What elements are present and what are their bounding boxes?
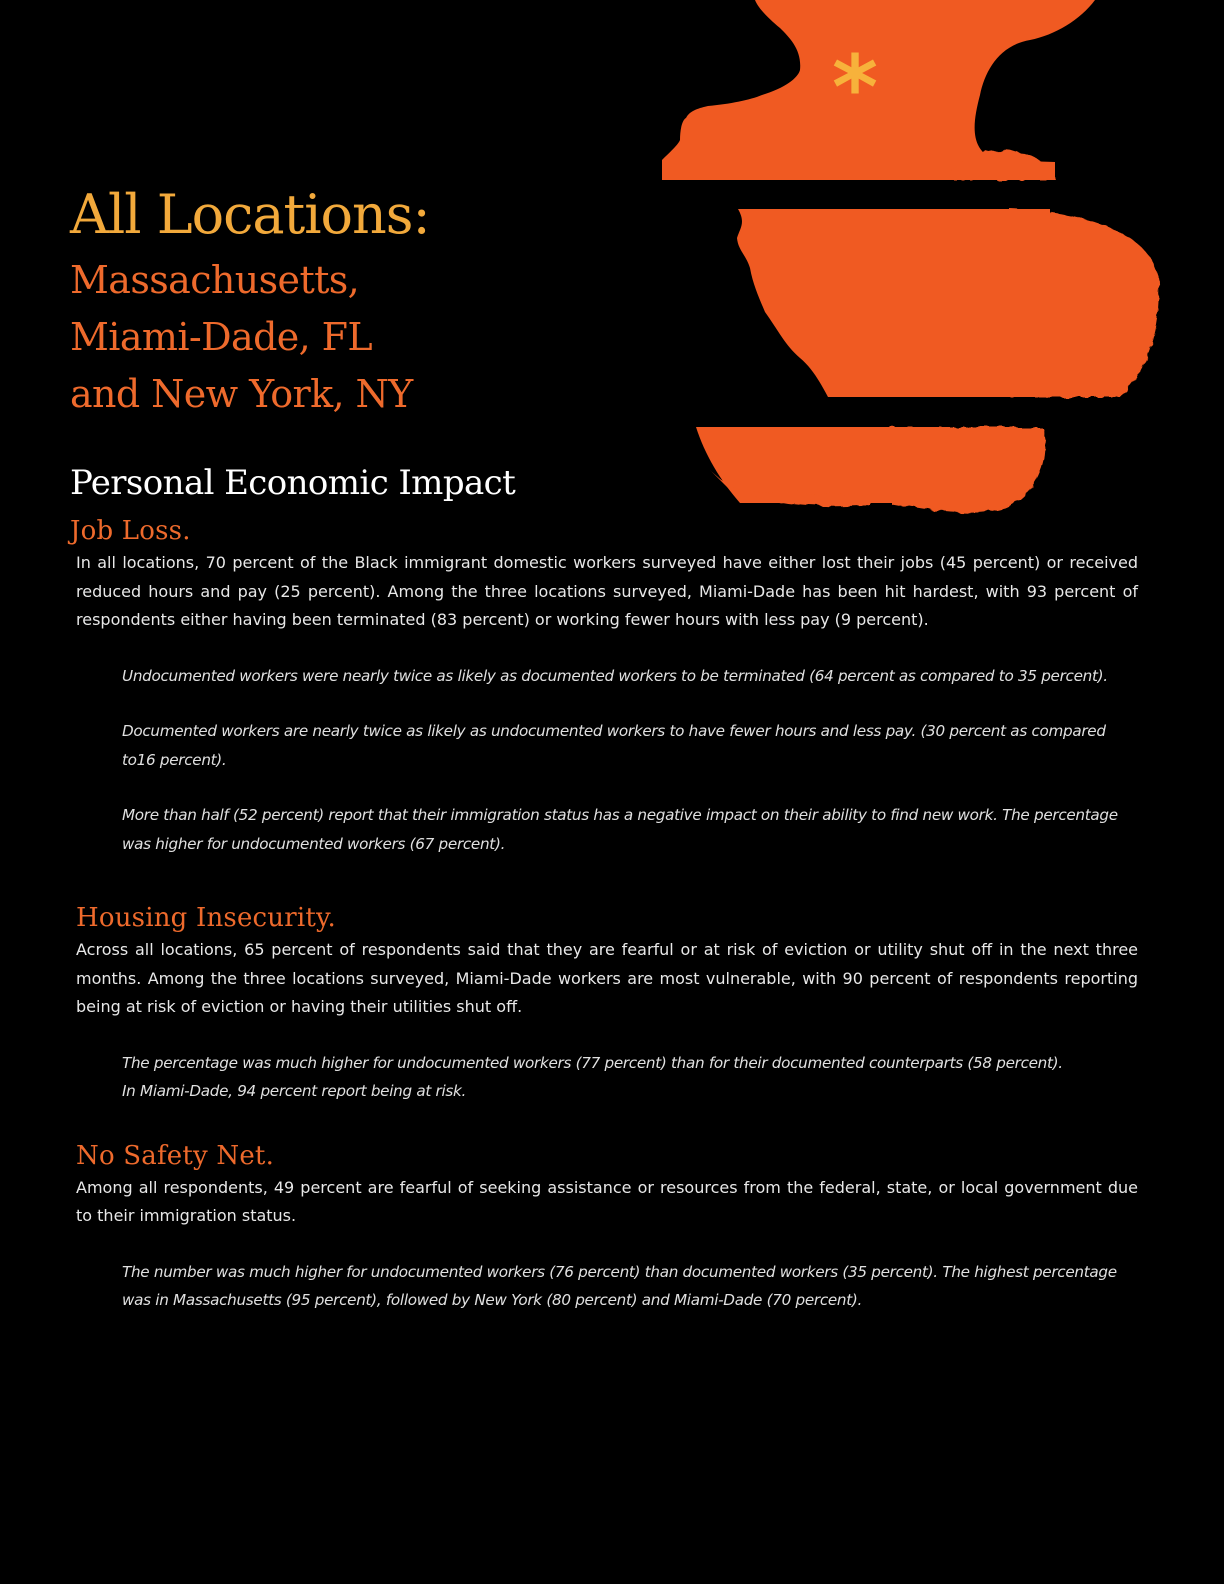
callout-text: Undocumented workers were nearly twice as likely as documented workers to be terminated (64 percent as compared to 35 percent). <box>122 666 1108 685</box>
callout-text: Documented workers are nearly twice as likely as undocumented workers to have fewer hours and less pay. (30 percent as compared to16 percent). <box>122 722 1106 769</box>
section-body: Across all locations, 65 percent of respondents said that they are fearful or at risk of eviction or utility shut off in the next three months. Among the three locations surveyed, Miami-Dade workers are most vulnerable, with 90 percent of respondents reporting being at risk of eviction or having their utilities shut off. <box>76 940 1138 1016</box>
subtitle-line: and New York, NY <box>70 372 413 416</box>
illustration-head-bottom <box>696 427 1045 513</box>
section-no-safety-net <box>76 1138 1138 1315</box>
page-subtitle <box>70 252 413 423</box>
illustration-head-top <box>662 0 1095 180</box>
section-body: In all locations, 70 percent of the Black immigrant domestic workers surveyed have either lost their jobs (45 percent) or received reduced hours and pay (25 percent). Among the three locations surveyed, Miami-Dade has been hit hardest, with 93 percent of respondents either having been terminated (83 percent) or working fewer hours with less pay (9 percent). <box>76 553 1138 629</box>
content-column <box>70 513 1138 1315</box>
section-job-loss <box>70 513 1138 858</box>
section-body: Among all respondents, 49 percent are fearful of seeking assistance or resources from the federal, state, or local government due to their immigration status. <box>76 1177 1138 1225</box>
subtitle-line: Miami-Dade, FL <box>70 315 373 359</box>
callout-text <box>122 1049 1138 1106</box>
head-profile-silhouette-icon <box>650 0 1170 530</box>
callout-line: The percentage was much higher for undocumented workers (77 percent) than for their documented counterparts (58 percent). <box>122 1053 1063 1072</box>
asterisk-icon: * <box>831 36 879 139</box>
callout-line: In Miami-Dade, 94 percent report being at risk. <box>122 1082 467 1100</box>
section-heading: No Safety Net. <box>76 1140 275 1171</box>
section-title: Personal Economic Impact <box>70 463 516 503</box>
section-heading: Housing Insecurity. <box>76 903 336 933</box>
callout-text: The number was much higher for undocumented workers (76 percent) than documented workers (35 percent). The highest percentage was in Massachusetts (95 percent), followed by New York (80 percent) and Miami-Dade (70 percent). <box>122 1262 1117 1309</box>
section-housing-insecurity <box>76 900 1138 1106</box>
section-heading: Job Loss. <box>70 516 191 546</box>
callout-text: More than half (52 percent) report that their immigration status has a negative impact on their ability to find new work. The percentage was higher for undocumented workers (67 percent). <box>122 806 1118 853</box>
page-title: All Locations: <box>70 183 430 246</box>
illustration-head-middle <box>737 209 1159 397</box>
subtitle-line: Massachusetts, <box>70 258 360 302</box>
